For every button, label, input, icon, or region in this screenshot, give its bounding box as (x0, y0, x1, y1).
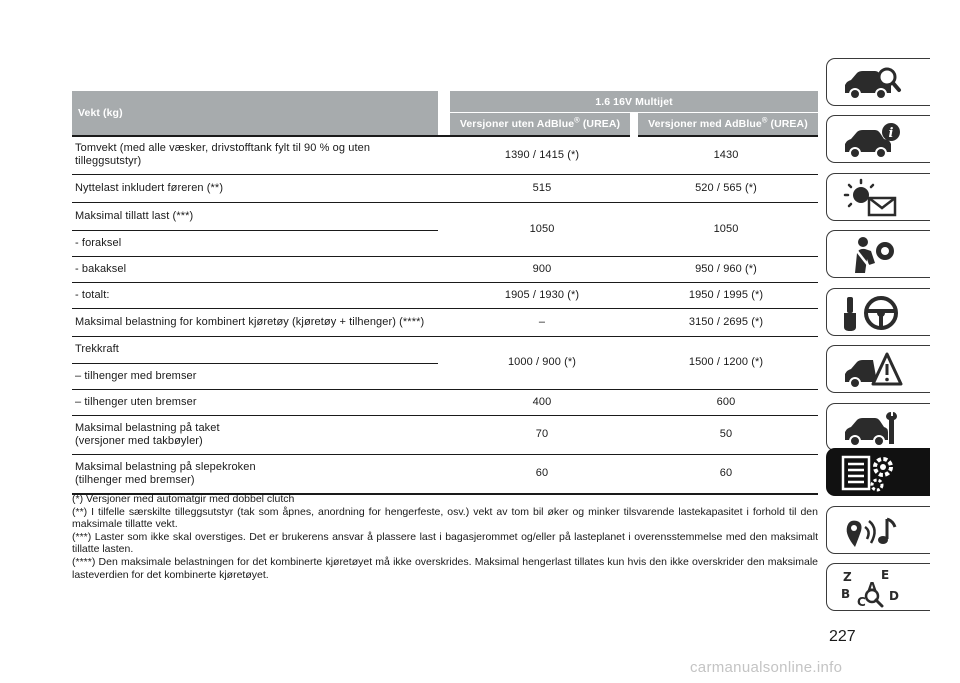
tab-car-search[interactable] (826, 58, 930, 106)
weights-table (72, 91, 818, 495)
row-label: Maksimal tillatt last (***) (72, 202, 438, 230)
value-with-adblue: 60 (634, 454, 818, 494)
tab-driving[interactable] (826, 288, 930, 336)
row-label: - totalt: (72, 282, 438, 308)
value-with-adblue: 600 (634, 389, 818, 415)
value-without-adblue: 60 (450, 454, 634, 494)
value-with-adblue: 50 (634, 415, 818, 454)
car-wrench-icon (841, 408, 903, 448)
variant-with-adblue-header: Versjoner med AdBlue® (UREA) (634, 113, 818, 137)
table-row-total (72, 282, 818, 308)
tab-maintenance[interactable] (826, 403, 930, 451)
svg-text:Z: Z (843, 570, 852, 584)
watermark: carmanualsonline.info (690, 659, 843, 676)
svg-text:C: C (857, 595, 866, 608)
car-info-icon (841, 120, 903, 160)
table-row-curb-weight (72, 136, 818, 174)
engine-header: 1.6 16V Multijet (450, 91, 818, 113)
svg-text:D: D (889, 589, 899, 603)
table-row-combined-vehicle (72, 308, 818, 336)
row-label: Trekkraft (72, 336, 438, 363)
value-with-adblue: 520 / 565 (*) (634, 174, 818, 202)
page-number: 227 (829, 628, 856, 645)
value-without-adblue: 400 (450, 389, 634, 415)
value-with-adblue: 3150 / 2695 (*) (634, 308, 818, 336)
footnote: (****) Den maksimale belastningen for det kombinerte kjøretøyet må ikke overskrides. Maksimal hengerlast tillates kun hvis den ikke overskrider den maksimale lasteverdien for det kombinerte kjøretøyet. (72, 555, 818, 581)
value-without-adblue: 70 (450, 415, 634, 454)
footnote: (*) Versjoner med automatgir med dobbel clutch (72, 493, 295, 505)
row-label: – tilhenger uten bremser (72, 389, 438, 415)
table-row-rear-axle (72, 256, 818, 282)
value-with-adblue: 1950 / 1995 (*) (634, 282, 818, 308)
value-without-adblue: 1390 / 1415 (*) (450, 136, 634, 174)
car-crash-warning-icon (841, 350, 903, 390)
svg-text:A: A (867, 581, 878, 596)
table-row-trailer-no-brakes (72, 389, 818, 415)
table-row-max-load (72, 202, 818, 230)
tab-car-info[interactable] (826, 115, 930, 163)
footnotes (72, 493, 818, 581)
value-with-adblue: 950 / 960 (*) (634, 256, 818, 282)
steering-wheel-gear-icon (841, 293, 903, 333)
variant-without-adblue-header: Versjoner uten AdBlue® (UREA) (450, 113, 634, 137)
tab-index[interactable] (826, 563, 930, 611)
header-spacer (438, 91, 450, 136)
specs-document-gear-icon (841, 453, 903, 493)
tab-technical-data[interactable] (826, 448, 930, 496)
warning-light-message-icon (841, 178, 903, 218)
value-with-adblue: 1050 (634, 202, 818, 256)
row-label: Tomvekt (med alle væsker, drivstofftank fylt til 90 % og uten tilleggsutstyr) (72, 136, 438, 174)
row-label: - bakaksel (72, 256, 438, 282)
weight-column-header: Vekt (kg) (72, 91, 438, 136)
value-without-adblue: 515 (450, 174, 634, 202)
value-without-adblue: 1000 / 900 (*) (450, 336, 634, 389)
airbag-seatbelt-icon (841, 235, 903, 275)
svg-text:E: E (881, 568, 890, 582)
value-with-adblue: 1430 (634, 136, 818, 174)
row-label: – tilhenger med bremser (72, 363, 438, 389)
tab-emergency[interactable] (826, 345, 930, 393)
tab-multimedia[interactable] (826, 506, 930, 554)
value-without-adblue: 900 (450, 256, 634, 282)
car-search-icon (841, 63, 903, 103)
svg-text:i: i (888, 126, 894, 141)
value-with-adblue: 1500 / 1200 (*) (634, 336, 818, 389)
table-row-towing (72, 336, 818, 363)
footnote: (***) Laster som ikke skal overstiges. Det er brukerens ansvar å plassere last i bagasjerommet og/eller på lasteplanet i overensstemmelse med den maksimalt tillatte lasten. (72, 530, 818, 556)
svg-text:B: B (841, 587, 851, 601)
table-row-hitch-load (72, 454, 818, 494)
table-row-payload (72, 174, 818, 202)
row-label: Maksimal belastning for kombinert kjøretøy (kjøretøy + tilhenger) (****) (72, 308, 438, 336)
specs-table-container (72, 91, 818, 495)
value-without-adblue: 1905 / 1930 (*) (450, 282, 634, 308)
multimedia-music-icon (841, 511, 903, 551)
value-without-adblue: – (450, 308, 634, 336)
tab-safety[interactable] (826, 230, 930, 278)
footnote: (**) I tilfelle særskilte tilleggsutstyr (tak som åpnes, anordning for hengerfeste, osv.) vekt av tom bil øker og minker tilsvarende lastekapasitet i forhold til den maksimale tillatte vekt. (72, 505, 818, 531)
row-label: Maksimal belastning på slepekroken (tilhenger med bremser) (72, 454, 438, 494)
table-row-roof-load (72, 415, 818, 454)
alphabet-index-icon (841, 568, 903, 608)
row-label: Maksimal belastning på taket (versjoner med takbøyler) (72, 415, 438, 454)
value-without-adblue: 1050 (450, 202, 634, 256)
row-label: Nyttelast inkludert føreren (**) (72, 174, 438, 202)
row-label: - foraksel (72, 230, 438, 256)
tab-warning-lights[interactable] (826, 173, 930, 221)
